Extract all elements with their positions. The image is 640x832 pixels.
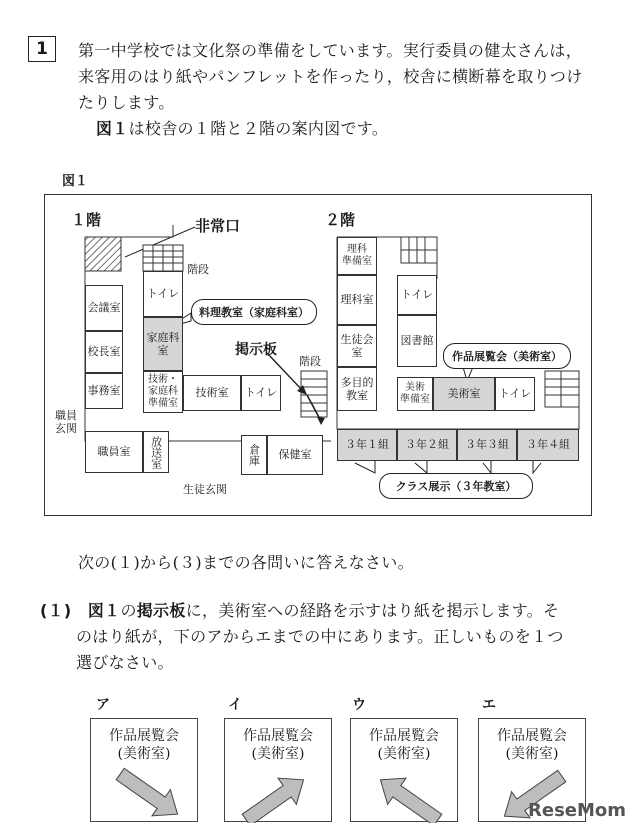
choice-a-label: ア (96, 697, 110, 713)
choice-e-card[interactable]: 作品展覧会 (美術室) (478, 718, 586, 822)
q1-line-1: (１) 図１の掲示板に，美術室への経路を示すはり紙を掲示します。そ (40, 601, 560, 620)
room-shokuin: 職員室 (85, 431, 143, 473)
room-tosho: 図書館 (397, 315, 437, 367)
room-toilet-1: トイレ (143, 271, 183, 317)
room-toilet-f2-1: トイレ (397, 275, 437, 315)
choice-u-label: ウ (352, 697, 366, 713)
cooking-room-callout: 料理教室（家庭科室） (191, 299, 317, 325)
q1-line-3: 選びなさい。 (76, 653, 174, 672)
student-entrance-label: 生徒玄関 (183, 483, 227, 496)
room-katei: 家庭科 室 (143, 317, 183, 371)
room-gijutsu: 技術室 (183, 375, 241, 411)
instruction: 次の(１)から(３)までの各問いに答えなさい。 (78, 553, 414, 572)
room-tamokuteki: 多目的 教室 (337, 367, 377, 411)
intro-line-4 (96, 116, 388, 139)
room-rika-jumbi: 理科 準備室 (337, 237, 377, 275)
q1-line-2: のはり紙が，下のアからエまでの中にあります。正しいものを１つ (76, 627, 564, 646)
exhibit-callout: 作品展覧会（美術室） (443, 343, 571, 369)
intro-line-3: たりします。 (78, 93, 175, 112)
room-kouchou: 校長室 (85, 331, 123, 373)
room-jimu: 事務室 (85, 373, 123, 409)
choice-a-card[interactable]: 作品展覧会 (美術室) (90, 718, 198, 822)
intro-line-2: 来客用のはり紙やパンフレットを作ったり，校舎に横断幕を取りつけ (78, 67, 583, 86)
room-gijutsu-jumbi: 技術・ 家庭科 準備室 (143, 371, 183, 413)
stairs1-label: 階段 (187, 263, 209, 276)
choice-e-label: エ (482, 697, 496, 713)
stairs2-label: 階段 (299, 355, 321, 368)
intro-line-1: 第一中学校では文化祭の準備をしています。実行委員の健太さんは， (78, 41, 583, 60)
class-display-callout: クラス展示（３年教室） (379, 473, 533, 499)
watermark-logo: ReseMom (528, 800, 627, 821)
choice-i-card[interactable]: 作品展覧会 (美術室) (224, 718, 332, 822)
figure-ref: 図１ (96, 119, 129, 138)
room-class-4: ３年４組 (517, 429, 579, 461)
room-toilet-2: トイレ (241, 375, 281, 411)
floor-map (44, 194, 592, 516)
room-souko: 倉庫 (241, 435, 267, 475)
figure-title: 図１ (62, 174, 89, 189)
arrow-down-right-icon (91, 719, 199, 823)
floor2-label: ２階 (325, 211, 356, 229)
choice-i-label: イ (228, 697, 242, 713)
figure-ref-rest: は校舎の１階と２階の案内図です。 (128, 119, 389, 138)
room-kaigi: 会議室 (85, 285, 123, 331)
room-seitokai: 生徒会 室 (337, 325, 377, 367)
staff-entrance-label: 職員 玄関 (55, 409, 77, 436)
bulletin-board-label: 掲示板 (235, 342, 277, 358)
q1-label: (１) 図１ (40, 601, 121, 620)
room-class-1: ３年１組 (337, 429, 397, 461)
room-rika: 理科室 (337, 275, 377, 325)
room-class-2: ３年２組 (397, 429, 457, 461)
choice-u-card[interactable]: 作品展覧会 (美術室) (350, 718, 458, 822)
room-bijutsu-jumbi: 美術 準備室 (397, 377, 433, 411)
room-bijutsu: 美術室 (433, 377, 495, 411)
room-housou: 放送室 (143, 431, 169, 473)
question-number: 1 (28, 36, 56, 62)
floor1-label: １階 (71, 211, 102, 229)
arrow-up-left-icon (351, 719, 459, 823)
room-hoken: 保健室 (267, 435, 323, 475)
emergency-exit-label: 非常口 (195, 217, 241, 235)
room-class-3: ３年３組 (457, 429, 517, 461)
arrow-up-right-icon (225, 719, 333, 823)
room-toilet-f2-2: トイレ (495, 377, 535, 411)
